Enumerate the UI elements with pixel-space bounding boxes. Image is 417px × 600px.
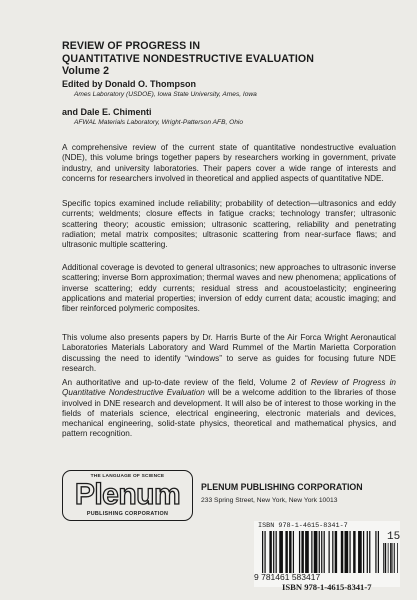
plenum-logo <box>62 470 193 521</box>
barcode-bar <box>329 531 330 573</box>
barcode-bar <box>262 531 263 573</box>
barcode-bar <box>301 531 303 573</box>
barcode-bar <box>305 531 309 573</box>
barcode-bar <box>353 531 355 573</box>
barcode-bar <box>397 543 398 573</box>
addon-barcode <box>383 543 398 573</box>
p5-book-title: Review of Progress in Quantitative Nondestructive Evaluation <box>62 378 396 398</box>
description-paragraph-3: Additional coverage is devoted to general ultrasonics; new approaches to ultrasonic inverse scattering; inverse Born approximation; thermal waves and new phenomena; applications of inverse scattering; eddy currents; residual stress and acoustoelasticity; engineering applications and material properties; inversion of eddy current data; acoustic imaging; and fiber reinforced polymeric composites. <box>62 263 396 313</box>
barcode-bar <box>385 543 387 573</box>
barcode-bar <box>358 531 362 573</box>
barcode-bar <box>293 531 294 573</box>
barcode-bar <box>269 531 271 573</box>
barcode-bar <box>324 531 325 573</box>
barcode-bar <box>335 531 337 573</box>
barcode-bar <box>299 531 300 573</box>
barcode-bar <box>311 531 312 573</box>
editor-2-name: and Dale E. Chimenti <box>62 107 152 117</box>
publisher-name: PLENUM PUBLISHING CORPORATION <box>201 482 363 492</box>
logo-subtitle: PUBLISHING CORPORATION <box>86 511 169 517</box>
barcode-bar <box>341 531 343 573</box>
title-line-3: Volume 2 <box>62 65 110 77</box>
editor-1-affiliation: Ames Laboratory (USDOE), Iowa State University, Ames, Iowa <box>74 91 257 98</box>
barcode-bar <box>289 531 291 573</box>
editor-2-affiliation: AFWAL Materials Laboratory, Wright-Patterson AFB, Ohio <box>74 119 244 126</box>
barcode-bar <box>378 531 379 573</box>
price-code: 15 <box>387 531 401 543</box>
title-line-2: QUANTITATIVE NONDESTRUCTIVE EVALUATION <box>62 52 314 65</box>
barcode-digits: 9 781461 583417 <box>254 572 321 582</box>
description-paragraph-2: Specific topics examined include reliability; probability of detection—ultrasonics and eddy currents; weldments; closure effects in fatigue cracks; technology transfer; ultrasonic scattering theory; acoustic emission; ultrasonic scattering, reliability and penetrating radiation; metal matrix composites; ultrasonic scattering from near-surface flaws; and ultrasonic multiple scattering. <box>62 199 396 249</box>
barcode-bar <box>367 531 368 573</box>
barcode-bar <box>375 531 376 573</box>
barcode-bar <box>392 543 393 573</box>
title-line-1: REVIEW OF PROGRESS IN <box>62 40 201 52</box>
book-title <box>62 40 392 78</box>
logo-tagline: THE LANGUAGE OF SCIENCE <box>90 474 165 479</box>
p5-text-b: will be a welcome addition to the libraries of those involved in DNE research and development. It will also be of interest to those working in the fields of materials science, electrical engineering, electronic materials and devices, mechanical engineering, solid-state physics, theoretical and mathematical physics, and pattern recognition. <box>62 388 396 439</box>
description-paragraph-5 <box>62 378 396 440</box>
barcode-bar <box>279 531 283 573</box>
publisher-address: 233 Spring Street, New York, New York 10013 <box>201 497 338 504</box>
barcode-bar <box>273 531 274 573</box>
barcode-bar <box>369 531 370 573</box>
barcode-bar <box>314 531 318 573</box>
ean-barcode <box>262 531 379 573</box>
barcode-bar <box>332 531 333 573</box>
barcode-bar <box>363 531 364 573</box>
barcode-bar <box>388 543 389 573</box>
barcode-bar <box>383 543 384 573</box>
barcode-bar <box>394 543 395 573</box>
barcode-bar <box>321 531 322 573</box>
barcode-bar <box>264 531 265 573</box>
barcode-bar <box>390 543 392 573</box>
barcode-bar <box>349 531 350 573</box>
description-paragraph-1: A comprehensive review of the current state of quantitative nondestructive evaluation (NDE), this volume brings together papers by researchers working in government, private industry, and university laboratories. Their papers cover a wide range of interests and concerns for researchers involved in theoretical and applied aspects of quantitative NDE. <box>62 143 396 183</box>
description-paragraph-4: This volume also presents papers by Dr. Harris Burte of the Air Forca Wright Aeronautical Laboratories Materials Laboratory and Ward Rummel of the Martin Marietta Corporation discussing the need to identify “windows” to serve as guides for focusing future NDE research. <box>62 333 396 373</box>
barcode-bar <box>276 531 277 573</box>
barcode-bar <box>319 531 320 573</box>
editor-1-name: Edited by Donald O. Thompson <box>62 79 196 89</box>
isbn-bottom-label: ISBN 978-1-4615-8341-7 <box>282 582 372 592</box>
barcode-bar <box>285 531 287 573</box>
isbn-top-label: ISBN 978-1-4615-8341-7 <box>258 522 348 530</box>
logo-wordmark: Plenum <box>74 478 181 511</box>
p5-text-a: An authoritative and up-to-date review of the field, Volume 2 of <box>62 378 311 387</box>
barcode-bar <box>345 531 349 573</box>
